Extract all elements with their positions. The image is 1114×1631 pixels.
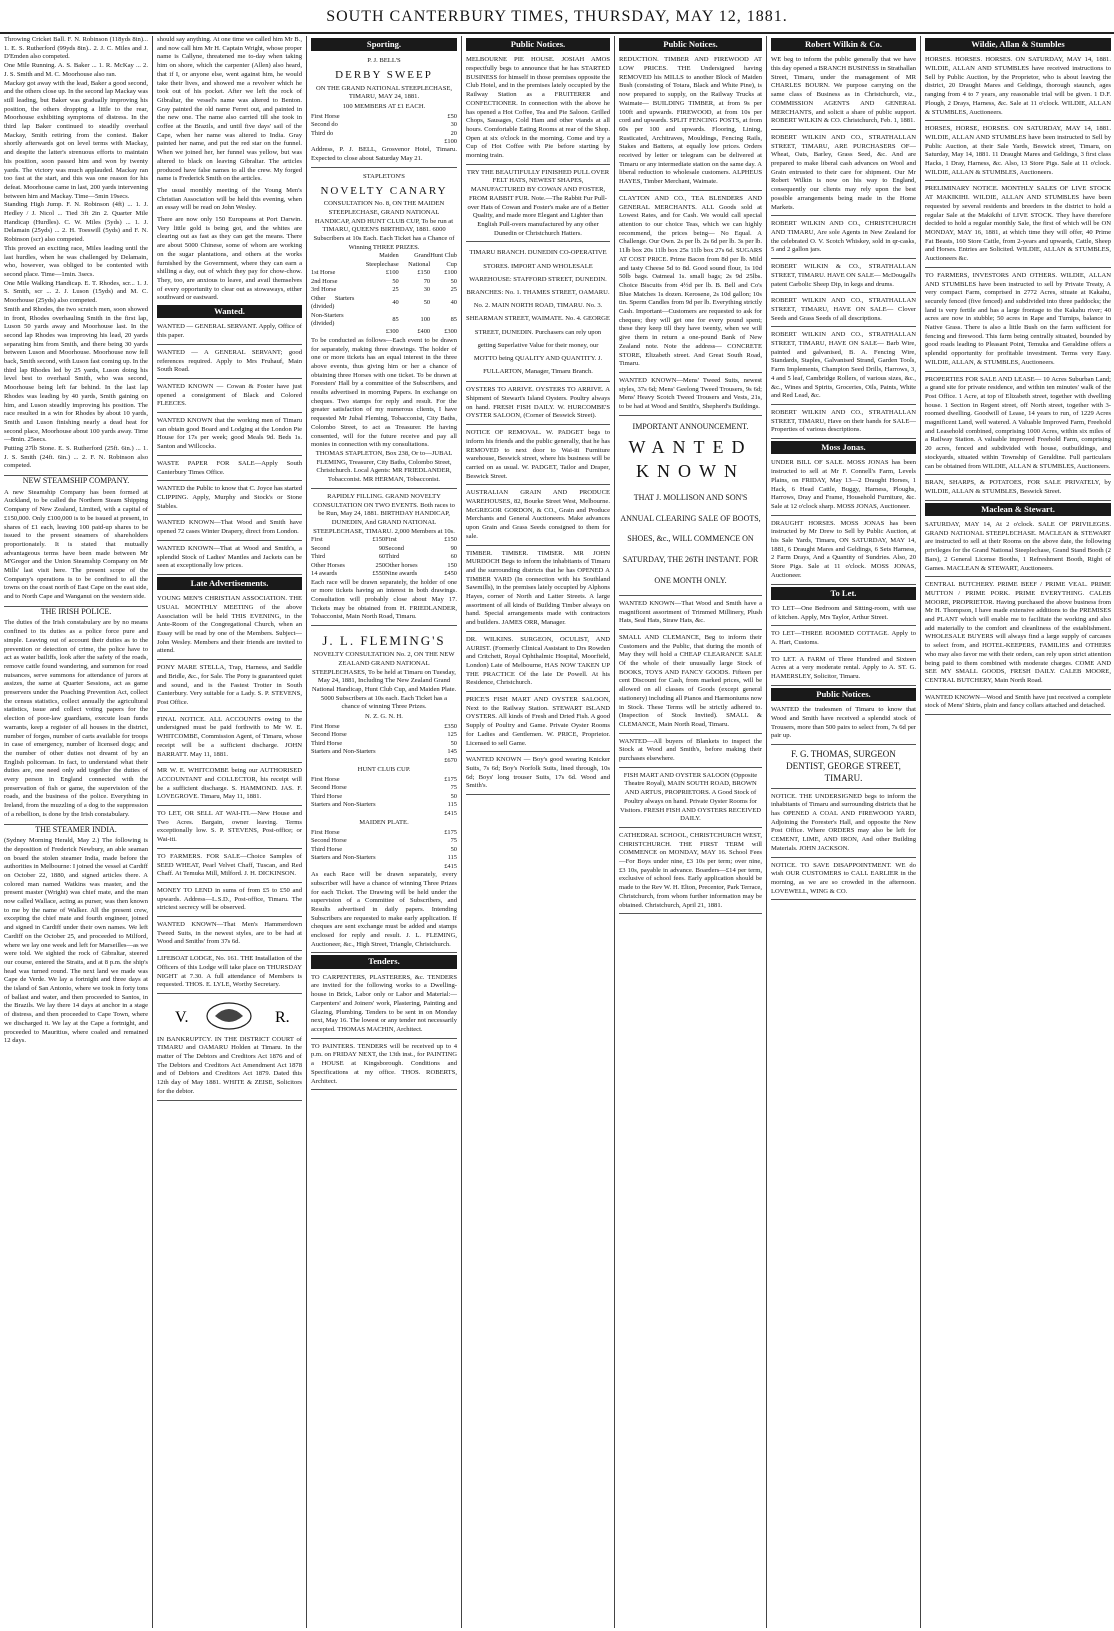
ad-heading: IMPORTANT ANNOUNCEMENT.: [632, 421, 749, 431]
table-cell: 90: [450, 544, 457, 552]
table-cell: Third Horse: [311, 739, 343, 747]
ad-text: THAT J. MOLLISON AND SON'S ANNUAL CLEARING SALE OF BOOTS, SHOES, &c., WILL COMMENCE ON SATURDAY, THE 26TH INSTANT. FOR ONE MONTH ONLY.: [620, 492, 761, 585]
ad-text: Each race will be drawn separately, the holder of one or more tickets having an interest in both drawings. Consultation will probably close about May 17. Tickets may be obtained from H. FRIEDLANDER, Tobacconist, Main North Road, Timaru.: [311, 578, 457, 621]
prize-label: [311, 138, 412, 146]
table-cell: First: [311, 536, 323, 544]
classified-ad: [157, 765, 302, 806]
prize-value: 20: [450, 129, 457, 137]
classified-ad: [157, 808, 302, 849]
article-para: This proved an exciting race, Miles leading until the last hurdles, when he was challenged by Delamain, who, however, was obliged to be contented with second place. Time—1min. 3secs.: [4, 244, 148, 278]
classified-ad: [157, 543, 302, 575]
ad-text: PRICE'S FISH MART AND OYSTER SALOON, Next to the Railway Station. STEWART ISLAND OYSTERS. All kinds of Fresh and Dried Fish. A good Supply of Poultry and Game. Private Oyster Rooms for Ladies and Gentlemen. W. PRICE, Proprietor. Licensed to sell Game.: [466, 696, 610, 747]
column-rule: [306, 36, 307, 1628]
table-cell: 40: [450, 298, 457, 306]
ad-text: WANTED KNOWN—That Men's Hammerdown Tweed Suits, in the newest styles, are to be had at Wood and Smiths' from 37s 6d.: [157, 921, 302, 946]
column-5: [619, 36, 762, 1628]
table-cell: £400: [417, 328, 431, 336]
ad-text: TO LET—THREE ROOMED COTTAGE. Apply to A. Hart, Customs.: [771, 630, 916, 646]
classified-ad: [157, 593, 302, 660]
ad-sponsor: P. J. BELL'S: [367, 57, 401, 65]
table-header: [311, 252, 354, 269]
ad-text: WANTED KNOWN — Cowan & Foster have just opened a consignment of Black and Colored FLEECES.: [157, 382, 302, 408]
table-cell: [311, 863, 433, 871]
rapid-consultation-ad: [311, 491, 457, 626]
table-cell: 50: [450, 845, 457, 853]
ad-sponsor: STAPLETON'S: [363, 172, 405, 180]
table-cell: 85: [450, 315, 457, 323]
classified-ad: [619, 193, 762, 373]
classified-ad: [771, 132, 916, 216]
prize-value: £50: [447, 112, 457, 120]
ad-text: MR W. E. WHITCOMBE being our AUTHORISED ACCOUNTANT and COLLECTOR, his receipt will be a sufficient discharge. S. HAMMOND. JAS. F. LOVEGROVE. Timaru, May 11, 1881.: [157, 767, 302, 801]
table-cell: £175: [444, 828, 457, 836]
table-cell: 75: [450, 837, 457, 845]
article-heading: THE IRISH POLICE.: [4, 606, 148, 618]
table-cell: [311, 757, 433, 765]
ad-text: ROBERT WILKIN AND CO., STRATHALLAN STREET, TIMARU, HAVE ON SALE— Clover Seeds and Grass Seeds of all descriptions.: [771, 297, 916, 322]
table-cell: £350: [444, 722, 457, 730]
column-rule: [920, 36, 921, 1628]
article-para: Standing High Jump. F. N. Robinson (4ft) ... 1. J. Hedley / J. Nicol ... Tied 3ft 2in 2. Quarter Mile Handicap (Hurdles). C. W. Miles (5yds) ... 1. J. Delamain (25yds) ... 2. H. Toeswill (5yds) and F. N. Robinson (scr) also competed.: [4, 201, 148, 244]
table-cell: 25: [450, 286, 457, 294]
classified-ad: [619, 830, 762, 914]
classified-ad: [157, 321, 302, 344]
ad-text: WANTED the tradesmen of Timaru to know that Wood and Smith have received a splendid stock of Trousers, more than 500 pairs to select from, 7s 6d per pair up.: [771, 706, 916, 740]
ad-text: TO LET. A FARM of Three Hundred and Sixteen Acres at a very moderate rental. Apply to A. ST. G. HAMERSLEY, Solicitor, Timaru.: [771, 655, 916, 681]
ad-signature: THOMAS STAPLETON, Box 238, Or to—JUBAL FLEMING, Treasurer, City Baths, Colombo Street, Christchurch. Local Agents: MR FRIEDLANDER, Tobacconist. MR HERMAN, Tobacconist.: [315, 450, 453, 484]
ad-text: MELBOURNE PIE HOUSE. JOSIAH AMOS respectfully begs to announce that he has STARTED BUSINESS for himself in those premises opposite the Club Hotel, and in the premises lately occupied by the Railway Station as a FRUITERER and CONFECTIONER. In connection with the above he has opened a Hot Coffee, Tea and Pie Saloon. Grilled Chops, Sausages, Cold Ham and other viands at all hours. Comfortable Eating Rooms at rear of the Shop. Open at six o'clock in the morning. Come and try a Cup of Hot Coffee with Pie before starting by morning train.: [466, 56, 610, 160]
section-header-wanted: Wanted.: [157, 305, 302, 318]
ad-text: UNDER BILL OF SALE. MOSS JONAS has been instructed to sell at Mr F. Connell's Farm, Levels Plains, on FRIDAY, May 13—2 Draught Horses, 1 Hack, 6 Head Cattle, Buggy, Harness, Ploughs, Harrows, Dray and Frame, Household Furniture, &c. Sale at 12 o'clock sharp. MOSS JONAS, Auctioneer.: [771, 459, 916, 510]
table-cell: 85: [392, 315, 399, 323]
table-cell: 75: [450, 784, 457, 792]
prize-table: [311, 776, 457, 818]
masthead: [0, 8, 1114, 34]
table-cell: Other horses: [385, 561, 418, 569]
column-rule: [152, 36, 153, 1628]
ad-text: CONSULTATION No. 8, ON THE MAIDEN STEEPLECHASE, GRAND NATIONAL HANDICAP, AND HUNT CLUB CUP, To be run at TIMARU, QUEEN'S BIRTHDAY, 1881. 6000 Subscribers at 10s Each. Each Ticket has a Chance of Winning THREE PRIZES.: [313, 200, 455, 251]
prize-label: Second do: [311, 121, 338, 129]
table-cell: 25: [392, 286, 399, 294]
classified-ad: [157, 851, 302, 883]
table-cell: Third Horse: [311, 845, 343, 853]
section-header-public-notices: Public Notices.: [466, 38, 610, 51]
ad-title: J. L. FLEMING'S: [322, 633, 446, 649]
column-3: [311, 36, 457, 1628]
ad-text: CATHEDRAL SCHOOL, CHRISTCHURCH WEST, CHRISTCHURCH. THE FIRST TERM will COMMENCE on MONDAY, MAY 16. School Fees—For Boys under nine, £3 10s per term; over nine, £3 10s, payable in advance. Boarders—£14 per term, exclusive of school fees. Early application should be made to the Rev W. H. Elton, Precentor, Park Terrace, Christchurch, from whom further information may be obtained. Christchurch, April 21, 1881.: [619, 831, 762, 909]
classified-ad: [771, 407, 916, 439]
ad-text: TRY THE BEAUTIFULLY FINISHED PULL OVER FELT HATS, NEWEST SHAPES, MANUFACTURED BY COWAN AND FOSTER, FROM RABBIT FUR. Note.—The Rabbit Fur Pull-over Hats of Cowan and Foster's make are of a Better Quality, and made more Elegant and Lighter than English Pull-overs manufactured by any other Dunedin or Christchurch Hatters.: [466, 168, 610, 237]
classified-ad: [771, 457, 916, 515]
ad-text: TIMBER. TIMBER. TIMBER. MR JOHN MURDOCH Begs to inform the inhabitants of Timaru and the surrounding districts that he has OPENED A TIMBER YARD (In connection with his Southland Sawmills), in the premises lately occupied by Alphons Hayes, corner of North and Latter Streets. A large assortment of all kinds of Building Timber always on hand. Special arrangements made with contractors and builders. JAMES ORR, Manager.: [466, 549, 610, 627]
classified-ad: [619, 736, 762, 768]
table-header: Hunt Club Cup: [430, 252, 457, 268]
section-header-moss-jonas: Moss Jonas.: [771, 441, 916, 454]
prize-label: Third do: [311, 129, 334, 137]
ad-title: WANTED KNOWN: [628, 437, 753, 482]
table-cell: £100: [385, 269, 399, 277]
ad-text: DRAUGHT HORSES. MOSS JONAS has been instructed by Mr Drew to Sell by Public Auction, at his Sale Yards, Timaru, ON SATURDAY, MAY 14, 1881, 6 Draught Mares and Geldings, 6 Sets Harness, 2 Farm Drays, And a Quantity of Sundries. Also, 20 Store Pigs. Sale at 11 o'clock. MOSS JONAS, Auctioneer.: [771, 519, 916, 579]
table-cell: Starters and Non-Starters: [311, 801, 376, 809]
prize-value: £100: [444, 138, 457, 146]
section-header-robert-wilkin: Robert Wilkin & Co.: [771, 38, 916, 51]
column-4: [466, 36, 610, 1628]
article-para: (Sydney Morning Herald, May 2.) The following is the deposition of Frederick Newbury, an able seaman on board the stolen steamer India, made before the authorities in Melbourne: I joined the vessel at Cardiff on October 22, 1880, and signed articles there. A colored man named Watkins was master, and the present master (Wright) was chief mate, and the man now called Wallace, acting as purser, was then known to me by the name of Walker. All the present crew, excepting the chief mate and fourth engineer, joined and signed in Cardiff under their own names. We left Cardiff on the October 25, and proceeded to Milford, where we lay one week and left for Marseilles—as we were told. We sighted the rock of Gibraltar, steered our course, entered the Straits, and at 8 p.m. the ship's head was turned round. The next land we made was Cape de Verde. We lay a fortnight and three days at the island of San Antonio, where we took in forty tons of ballast and water, and then proceeded to Santos, in the Brazils. We lay there 14 days at anchor in a stage of distress, and then proceeded to Cape Town, where we discharged it. We lay at the Cape a fortnight, and proceeded to Mauritius, where coaled and remained 12 days.: [4, 837, 148, 1045]
table-cell: 150: [447, 561, 457, 569]
ad-text: PRELIMINARY NOTICE. MONTHLY SALES OF LIVE STOCK AT MAKIKIHI. WILDIE, ALLAN AND STUMBLES have been requested by several residents and breeders in the district to hold a regular Sale at the Makikihi of LIVE STOCK. They have therefore decided to hold a regular monthly Sale, the first of which will be ON MONDAY, MAY 16, 1881, at which time they will offer, 40 Prime Fat Beasts, 160 Store Cattle, from 2-years and upwards, Cattle, Sheep and Horses. Entries are Solicited. WILDIE, ALLAN & STUMBLES, Auctioneers &c.: [925, 185, 1111, 263]
ad-text: WANTED the Public to know that C. Joyce has started CLIPPING. Apply, Murphy and Stock's or Stone Stables.: [157, 485, 302, 510]
table-cell: Third: [385, 553, 400, 561]
ad-text: WE beg to inform the public generally that we have this day opened a BRANCH BUSINESS in Strathallan Street, Timaru, under the management of MR CHARLES BOURN. We purpose carrying on the same class of Business as in Christchurch, viz., COMMISSION AGENTS AND GENERAL MERCHANTS, and solicit a share of public support. ROBERT WILKIN & CO. Christchurch, Feb. 1, 1881.: [771, 56, 916, 125]
table-cell: £450: [444, 570, 457, 578]
section-header-wildie-allan: Wildie, Allan & Stumbles: [925, 38, 1111, 51]
classified-ad: [466, 244, 610, 382]
ad-text: WANTED KNOWN—That Wood and Smith have opened 72 cases Winter Drapery, direct from London.: [157, 519, 302, 536]
ad-text: PONY MARE STELLA, Trap, Harness, and Saddle and Bridle, &c., for Sale. The Pony is guaranteed quiet and sound, and is the Fastest Trotter in South Canterbury. Very suitable for a Lady. S. P. STEVENS, Post Office.: [157, 664, 302, 706]
table-cell: £415: [444, 862, 457, 870]
table-cell: Second Horse: [311, 784, 347, 792]
classified-ad: [771, 329, 916, 405]
ad-text: HORSES. HORSES. HORSES. ON SATURDAY, MAY 14, 1881. WILDIE, ALLAN AND STUMBLES have received instructions to Sell by Public Auction, by the Proprietor, who is about leaving the district, 20 Draught Mares and Geldings, thorough staunch, ages ranging from 4 to 7 years, any reasonable trial will be given. 1 D.F. Plough, 2 Drays, Harness, &c. Sale at 11 o'clock. WILDIE, ALLAN & STUMBLES, Auctioneers.: [925, 56, 1111, 116]
classified-ad: [466, 167, 610, 243]
table-title: MAIDEN PLATE.: [359, 819, 409, 827]
ad-text: BRAN, SHARPS, & POTATOES, FOR SALE PRIVATELY, by WILDIE, ALLAN & STUMBLES, Beswick Street.: [925, 479, 1111, 495]
prize-table: [311, 829, 457, 871]
table-cell: Third Horse: [311, 792, 343, 800]
ad-text: WANTED KNOWN that the working men of Timaru can obtain good Board and Lodging at the London Pie House for 17s per week; good Meals 9d. Beds 1s. Santon and Willcocks.: [157, 417, 302, 451]
table-cell: Second Horse: [311, 731, 347, 739]
column-6: [771, 36, 916, 1628]
ad-text: ROBERT WILKIN AND CO., STRATHALLAN STREET, TIMARU, ARE PURCHASERS OF— Wheat, Oats, Barley, Grass Seed, &c. And are prepared to make liberal cash advances on Wool and Grain entrusted to their care for shipment. Our Mr Robert Wilkin is now on his way to England, consequently our clients may rely upon the best possible arrangements being made in the Home Markets.: [771, 133, 916, 211]
table-cell: 70: [423, 277, 431, 285]
classified-ad: [157, 483, 302, 515]
ad-text: TO FARMERS. FOR SALE—Choice Samples of SEED WHEAT, Pearl Velvet Chaff, Tuscan, and Red Chaff. At Temuka Mill, Milford. J. H. DICKINSON.: [157, 852, 302, 878]
ad-text: ROBERT WILKIN & CO., STRATHALLAN STREET, TIMARU. HAVE ON SALE— McDougall's patent Carbolic Sheep Dip, in kegs and drums.: [771, 263, 916, 288]
ad-text: IN BANKRUPTCY. IN THE DISTRICT COURT of TIMARU and OAMARU Holden at Timaru. In the matter of The Debtors and Creditors Act 1876 and of The Debtors and Creditors Act Amendment Act 1878 and of Debtors and Creditors Act 1879. Dated this 12th day of May 1881. WHITE & ZEISE, Solicitors for the debtor.: [157, 1035, 302, 1095]
ad-subtitle: 100 MEMBERS AT £1 EACH.: [342, 102, 426, 110]
table-cell: £175: [444, 775, 457, 783]
ad-text: SMALL AND CLEMANCE, Beg to inform their Customers and the Public, that during the month of May they will hold a CHEAP CLEARANCE SALE Of the whole of their unusually large Stock of BOOKS, TOYS AND FANCY GOODS. Fifteen per cent Discount for Cash, from marked prices, will be allowed on all classes of Goods (except general stationery) including all Pianos and Harmoniums now in Stock. These Terms will be strictly adhered to. (Inspection of Stock Invited). SMALL & CLEMANCE, Main North Road, Timaru.: [619, 633, 762, 728]
classified-ad: [157, 953, 302, 994]
classified-ad: [466, 694, 610, 752]
ad-text: NOVELTY CONSULTATION No. 2, ON THE NEW ZEALAND GRAND NATIONAL STEEPLECHASES, To be held at Timaru on Tuesday, May 24, 1881, Including The New Zealand Grand National Handicap, Hunt Club Cup, and Maiden Plate. 5000 Subscribers at 10s each. Each Ticket has a chance of winning Three Prizes.: [311, 651, 457, 711]
table-cell: Other Starters (divided): [311, 294, 355, 311]
ad-text: TO FARMERS, INVESTORS AND OTHERS. WILDIE, ALLAN AND STUMBLES have been instructed to sell by Private Treaty, A very compact Farm, comprised in 2772 Acres, situate at Kakahu, securely fenced (five fenced) and subdivided into three paddocks; the land is very fertile and has a large frontage to the Kakahu river; 40 acres are now in stubble; 50 acres in Rape and Turnips, balance in Native Grass. There is also a little Bush on the farm sufficient for fencing and firewood. This farm being centrally situated, bounded by good roads leading to Pleasant Point, Temuka and Geraldine offers a splendid opportunity for profitable investment. Terms very Easy. WILDIE, ALLAN, & STUMBLES, Auctioneers.: [925, 271, 1111, 366]
ad-text: RAPIDLY FILLING. GRAND NOVELTY CONSULTATION ON TWO EVENTS. Both races to be Run, May 24, 1881. BIRTHDAY HANDICAP, DUNEDIN, And GRAND NATIONAL STEEPLECHASE, TIMARU. 2,000 Members at 10s.: [313, 492, 455, 535]
table-cell: £670: [444, 756, 457, 764]
classified-ad: [157, 662, 302, 712]
table-cell: 115: [447, 801, 457, 809]
classified-ad: [466, 384, 610, 425]
ad-text: As each Race will be drawn separately, every subscriber will have a chance of winning Three Prizes for each Ticket. The Drawing will be held under the supervision of a Committee of Subscribers, and Results advertised in daily papers. Intending Subscribers are requested to make early application. If cheques are sent exchange must be added and stamps enclosed for reply and result. J. L. FLEMING, Auctioneer, &c., High Street, Triangle, Christchurch.: [311, 871, 457, 948]
classified-ad: [619, 598, 762, 630]
table-title: N. Z. G. N. H.: [365, 713, 403, 721]
classified-ad: [771, 654, 916, 686]
ad-text: SATURDAY, MAY 14, At 2 o'clock. SALE OF PRIVILEGES. GRAND NATIONAL STEEPLECHASE. MACLEAN & STEWART are instructed to sell at their Rooms on the above date, the following privileges for the Grand National Steeplechase, Grand Stand Booth (2 Bars), 2 General License Booths, 1 Refreshment Booth, Right of Games. MACLEAN & STEWART, Auctioneers.: [925, 521, 1111, 572]
column-rule: [766, 36, 767, 1628]
table-cell: Starters and Non-Starters: [311, 854, 376, 862]
svg-text:R.: R.: [275, 1008, 290, 1026]
column-rule: [461, 36, 462, 1628]
classified-ad: [925, 477, 1111, 500]
table-cell: Nine awards: [385, 570, 418, 578]
classified-ad: [925, 54, 1111, 121]
table-cell: £150: [372, 536, 386, 544]
table-header: Maiden Steeplechase: [365, 252, 399, 268]
ad-text: HORSES, HORSE, HORSES. ON SATURDAY, MAY 14, 1881. WILDIE, ALLAN AND STUMBLES have been instructed to Sell by Public Auction, at their Sale Yards, Beswick street, Timaru, on Saturday, May 14, 1881. 11 Draught Mares and Geldings, 3 first class Hacks, 1 Dray, Harness, &c. Also, 13 Store Pigs. Sale at 11 o'clock. WILDIE, ALLAN & STUMBLES, Auctioneers.: [925, 125, 1111, 176]
ad-text: NOTICE. TO SAVE DISAPPOINTMENT. WE do wish OUR CUSTOMERS to CALL EARLIER in the morning, as we are so crowded in the afternoon. LOVEWELL, WING & CO.: [771, 861, 916, 895]
classified-ad: [466, 487, 610, 545]
section-header-late-ads: Late Advertisements.: [157, 577, 302, 590]
classified-ad: [925, 692, 1111, 715]
classified-ad: [157, 996, 302, 1101]
table-cell: 30: [423, 286, 431, 294]
table-cell: 1st Horse: [311, 269, 336, 277]
table-cell: 250: [375, 561, 386, 569]
ad-text: REDUCTION. TIMBER AND FIREWOOD AT LOW PRICES. THE Undersigned having REMOVED his MILLS to another Block of Maiden Bush (consisting of Totara, Black and White Pine), is now prepared to supply, on the Railway Trucks at Waimate— BUILDING TIMBER, at from 9s per 100ft and upwards. FIREWOOD, at from 10s per cord and upwards. SPLIT FENCING POSTS, at from 60s per 100 and upwards. Flooring, Lining, Rusticated, Architraves, Mouldings, Fencing Rails, Stakes and Battens, at equally low prices. Orders received by letter or telegram can be delivered at Timaru or any intermediate station on the same day. A liberal reduction to wholesale customers. ALPHEUS HAYES, Timber Merchant, Waimate.: [619, 56, 762, 186]
table-cell: 60: [378, 553, 386, 561]
ad-subtitle: ON THE GRAND NATIONAL STEEPLECHASE, TIMARU, MAY 24, 1881.: [315, 84, 453, 101]
prize-table: [311, 113, 457, 147]
ad-text: WANTED—All buyers of Blankets to inspect the Stock at Wood and Smith's, before making their purchases elsewhere.: [619, 737, 762, 763]
section-header-to-let: To Let.: [771, 587, 916, 600]
table-cell: 145: [447, 748, 457, 756]
ad-text: Address, P. J. BELL, Grosvenor Hotel, Timaru. Expected to close about Saturday May 21.: [311, 146, 457, 163]
column-7: [925, 36, 1111, 1628]
svg-text:V.: V.: [175, 1008, 189, 1026]
column-rule: [614, 36, 615, 1628]
section-header-maclean-stewart: Maclean & Stewart.: [925, 503, 1111, 516]
article-para: Putting 27lb Stone. E. S. Rutherford (25ft. 6in.) ... 1. J. S. Smith (24ft. 6in.) ... 2. F. N. Robinson also competed.: [4, 445, 148, 470]
article-para: One Mile Walking Handicap. E. T. Rhodes, scr... 1. J. S. Smith, scr ... 2. J. Luson (15yds) and M. C. Moorhouse (25yds) also competed.: [4, 279, 148, 305]
ad-text: WASTE PAPER FOR SALE—Apply South Canterbury Times Office.: [157, 459, 302, 476]
classified-ad: [925, 519, 1111, 577]
classified-ad: [157, 458, 302, 481]
article-para: The usual monthly meeting of the Young Men's Christian Association will be held this evening, when an essay will be read on John Wesley.: [157, 186, 302, 212]
table-cell: 2nd Horse: [311, 277, 338, 285]
table-cell: £150: [417, 269, 431, 277]
ad-text: ROBERT WILKIN AND CO., STRATHALLAN STREET, TIMARU, Have on their hands for SALE— Properties of various descriptions.: [771, 408, 916, 434]
article-heading: NEW STEAMSHIP COMPANY.: [4, 475, 148, 487]
classified-ad: [157, 415, 302, 456]
classified-ad: [466, 548, 610, 632]
ad-text: OYSTERS TO ARRIVE. OYSTERS TO ARRIVE. A Shipment of Stewart's Island Oysters. Poultry always on hand. FRESH FISH DAILY. W. HURCOMBE'S OYSTER SALOON, (Corner of Beswick Street).: [466, 386, 610, 420]
table-cell: £150: [444, 536, 457, 544]
classified-ad: [771, 218, 916, 259]
ad-text: WANTED KNOWN—That at Wood and Smith's, a splendid Stock of Ladies' Mantles and Jackets can be seen at exceptionally low prices.: [157, 544, 302, 570]
article-para: There are now only 150 Europeans at Port Darwin. Very little gold is being got, and the whites are clearing out as fast as they can get the means. There are about 5000 Chinese, some of whom are working on the sugar plantations, and others at the works furnished by the Government, where they can earn a shilling a day, out of which they pay for chow-chow. They, too, are anxious to leave, and avail themselves of every opportunity to clear out as stowaways, either southward or eastward.: [157, 216, 302, 302]
column-1: [4, 36, 148, 1628]
ad-text: CLAYTON AND CO., TEA BLENDERS AND GENERAL MERCHANTS. ALL Goods sold at Lowest Rates, and for Cash. We would call special attention to our choice Teas, which we can highly recommend, the prices being— No Equal. A Challenge. Our Own. 2s per lb. 2s 6d per lb. 3s per lb. 11lb box 20s 11lb box 25s 11lb box 27s 6d. SUGARS AT COST PRICE. Prime Bacon from 8d per lb. Mild and tasty Cheese 5d to 8d. Good sound flour, 1s 10d 50lb bags. Oatmeal 1s. small bags; 2s 9d 25lbs. Choice Biscuits from 4½d per lb. B. Bell and Co's Blue Matches 1s dozen. Kerosene, 2s 10d gallon; 10s tin. Sperm Candles from 9d per lb. Everything strictly Cash. Important—Customers are requested to ask for cheques; they will get one for every pound spent; these they keep till they have twenty, when we will give them in return a one-pound Bank of New Zealand note. Note the address— CONCRETE STORE, Elizabeth street. And Great South Road, Timaru.: [619, 194, 762, 368]
table-cell: First: [385, 536, 397, 544]
table-cell: Second: [385, 544, 404, 552]
section-header-sporting: Sporting.: [311, 38, 457, 51]
ad-text: TO LET, OR SELL AT WAI-ITI.—New House and Two Acres. Bargain, owner leaving. Terms exceptionally low. S. P. STEVENS, Post-office; or Wai-iti.: [157, 810, 302, 844]
classified-ad: [771, 628, 916, 651]
table-cell: 50: [450, 739, 457, 747]
classified-ad: [619, 54, 762, 191]
classified-ad: [771, 704, 916, 745]
ad-text: TO PAINTERS. TENDERS will be received up to 4 p.m. on FRIDAY NEXT, the 13th inst., for PAINTING a HOUSE at Kingsborough. Conditions and Specifications at my office. THOS. ROBERTS, Architect.: [311, 1042, 457, 1085]
ad-text: TIMARU BRANCH. DUNEDIN CO-OPERATIVE STORES. IMPORT AND WHOLESALE WAREHOUSE: STAFFORD STREET, DUNEDIN. BRANCHES: No. 1. THAMES STREET, OAMARU. No. 2. MAIN NORTH ROAD, TIMARU. No. 3. SHEARMAN STREET, WAIMATE. No. 4. GEORGE STREET, DUNEDIN. Purchasers can rely upon getting Superlative Value for their money, our MOTTO being QUALITY AND QUANTITY. J. FULLARTON, Manager, Timaru Branch.: [466, 249, 610, 376]
ad-text: ROBERT WILKIN AND CO., CHRISTCHURCH AND TIMARU, Are sole Agents in New Zealand for the celebrated O. V. Scotch Whiskey, sold in qr-casks, 5 and 2 gallon jars.: [771, 220, 916, 254]
classified-ad: [619, 770, 762, 828]
table-cell: 50: [392, 277, 399, 285]
classified-ad: [619, 632, 762, 734]
classified-ad: [771, 295, 916, 327]
ad-text: TO CARPENTERS, PLASTERERS, &c. TENDERS are invited for the following works to a Dwelling-house in Brick, Labor only or Labor and Material:— Carpenters' and Joiners' work, Plastering, Painting and Glazing, Plumbing. Tenders to be sent in on Monday next, May 16. The lowest or any tender not necessarily accepted. THOMAS MACHIN, Architect.: [311, 973, 457, 1033]
masthead-title: SOUTH CANTERBURY TIMES, THURSDAY, MAY 12, 1881.: [326, 8, 788, 25]
classified-ad: [619, 375, 762, 416]
prize-value: 30: [450, 121, 457, 129]
ad-text: DR. WILKINS. SURGEON, OCULIST, AND AURIST. (Formerly Clinical Assistant to Drs Rowden and Critchett, Royal Ophthalmic Hospital, Moorfield, London) Late of Melbourne, HAS NOW TAKEN UP THE PRACTICE Of the late Dr Powell. At his Residence, Christchurch.: [466, 635, 610, 687]
classified-ad: [466, 427, 610, 485]
classified-ad: [466, 54, 610, 164]
ad-text: PROPERTIES FOR SALE AND LEASE— 10 Acres Suburban Land; a grand site for private residence, and within ten minutes' walk of the Post Office. 1 Acre, at top of Elizabeth street, together with dwelling house. 1 Section in Regent street, off North street, together with 3-roomed dwelling. Goodwill of Lease, 14 years to run, of 1229 Acres magnificent Land, well watered. A Valuable Improved Farm, Freehold and Leasehold combined, comprising 1000 Acres, within six miles of a Railway Station. A valuable improved Freehold Farm, comprising 20 acres, fenced and subdivided with house, outbuildings, and stockyards, situated within Township of Geraldine. Full particulars can be obtained from WILDIE, ALLAN & STUMBLES, Auctioneers.: [925, 375, 1111, 470]
classified-ad: [157, 381, 302, 413]
classified-ad: [157, 517, 302, 540]
ad-text: TO LET—One Bedroom and Sitting-room, with use of kitchen. Apply, Mrs Taylor, Arthur Street.: [771, 604, 916, 621]
ad-text: WANTED KNOWN—Wood and Smith have just received a complete stock of Mens' Shirts, plain and fancy collars attached and detached.: [925, 693, 1111, 710]
classified-ad: [925, 579, 1111, 689]
article-para: The duties of the Irish constabulary are by no means confined to its duties as a police force pure and simple. Leaving out of account their duties as to the prevention or detection of crime, the police have to act as water bailiffs, look after the safety of the roads, remove cattle found wandering, and summon for road nuisances, serve summons for attendance of jurors at assizes, the same at Quarter Sessions, act as game preservers under the Poaching Prevention Act, collect the census statistics, collect annually the agricultural statistics, issue and collect voting papers for the election of poor-law guardians, execute loan funds warrants, keep a register of all houses in the district, number of forges, number of carts available for troops in case of emergency, number of licensed dogs; and the number of other duties not dreamt of by an English policeman. In fact, to understand what their duties are, one need only add together the duties of every person in England connected with the preservation of fish or game, the supervision of the roads, and the business of the police. Everything in Ireland, from the muzzling of a dog to the suppression of a rebellion, is done by the Irish constabulary.: [4, 619, 148, 818]
ad-text: ROBERT WILKIN AND CO., STRATHALLAN STREET, TIMARU, HAVE ON SALE— Barb Wire, painted and galvanised, B. A. Fencing Wire, Standards, Staples, Galvanised Strand, Garden Tools, Farm Implements, Champion Seed Drills, Harrows, 3, 4 and 5 leaf, Cambridge Rollers, of various sizes, &c., &c., Wines and Spirits, Groceries, Oils, Paints, White and Red Lead, &c.: [771, 331, 916, 400]
table-cell: 50: [423, 298, 431, 306]
ad-text: FISH MART AND OYSTER SALOON (Opposite Theatre Royal), MAIN SOUTH ROAD, BROWN AND ARTUS, PROPRIETORS. A Good Stock of Poultry always on hand. Private Oyster Rooms for Visitors. FRESH FISH AND OYSTERS RECEIVED DAILY.: [619, 771, 762, 823]
table-cell: Starters and Non-Starters: [311, 748, 376, 756]
table-title: HUNT CLUB CUP.: [357, 766, 411, 774]
article-para: Mackay got away with the lead, Baker a good second, and the others close up. In the second lap Mackay was still leading, but Baker was gradually improving his position, the others dropping a little to the rear, Moorhouse exhibiting symptoms of distress. In the third lap Baker continued to steadily overhaul Mackay, Smith retiring from the contest. Baker shortly afterwards got on level terms with Mackay, and despite the latter's strenuous efforts to maintain his position, soon passed him and won by twenty yards. The victory was much applauded. Mackay ran too fast at the start, and this was one reason for his defeat. Moorhouse came in last, 200 yards intervening between him and Mackay. Time—5min 19secs.: [4, 79, 148, 200]
classified-ad: [771, 791, 916, 858]
ad-text: FINAL NOTICE. ALL ACCOUNTS owing to the undersigned must be paid forthwith to Mr W. E. WHITCOMBE, Commission Agent, of Timaru, whose receipt will be a sufficient discharge. JOHN BARRATT. May 11, 1881.: [157, 715, 302, 758]
classified-ad: [925, 183, 1111, 267]
classified-ad: [925, 270, 1111, 372]
table-cell: Second Horse: [311, 837, 347, 845]
ad-text: WANTED KNOWN—Mens' Tweed Suits, newest styles, 37s 6d; Mens' Geelong Tweed Trousers, 9s 6d; Mens' Heavy Scotch Tweed Trousers and Vests, 21s, to be had at Wood and Smith's, Shepherd's Buildings.: [619, 376, 762, 411]
article-heading: THE STEAMER INDIA.: [4, 824, 148, 836]
ad-title: DERBY SWEEP: [335, 69, 433, 82]
classified-ad: [466, 634, 610, 692]
derby-sweep-ad: [311, 54, 457, 168]
classified-ad: [157, 919, 302, 951]
classified-ad: [771, 747, 916, 789]
classified-ad: [925, 374, 1111, 476]
ad-text: NOTICE. THE UNDERSIGNED begs to inform the inhabitants of Timaru and surrounding districts that he has OPENED A COAL AND FIREWOOD YARD, Adjoining the Forester's Hall, and opposite the New Post Office. Where ORDERS may also be left for CEMENT, LIME, AND IRON, And other Building Materials. JOHN JACKSON.: [771, 792, 916, 852]
fleming-consultation-ad: [311, 628, 457, 953]
section-header-tenders: Tenders.: [311, 955, 457, 968]
prize-label: First Horse: [311, 112, 340, 120]
article-para: A new Steamship Company has been formed at Auckland, to be called the Northern Steam Shipping Company of New Zealand, Limited, with a capital of £150,000. Only £100,000 is to be issued at present, in shares of £1 each, leaving 100 paid-up shares to be issued to the present steamers of shareholders proportionately. It is stated that mutually advantageous terms have been made between Mr M'Gregor and the Union Steamship Company on Mr Mills' last visit here. The present scope of the Company's operations is to be confined to all the towns on the coast north of East Cape on the east side, and to North Cape and Wanganui on the western side.: [4, 488, 148, 601]
column-2: [157, 36, 302, 1628]
prize-table: [311, 536, 457, 578]
canary-consultation-ad: [311, 170, 457, 489]
article-para: Throwing Cricket Ball. F. N. Robinson (118yds 8in)... 1. E. S. Rutherford (99yds 8in).. 2. J. C. Miles and J. D'Emden also competed.: [4, 36, 148, 61]
table-cell: Third: [311, 553, 326, 561]
table-cell: Second: [311, 544, 330, 552]
article-para: One Mile Running. A. S. Baker ... 1. R. McKay ... 2. J. S. Smith and M. C. Moorhouse also ran.: [4, 62, 148, 78]
ad-text: LIFEBOAT LODGE, No. 161. THE Installation of the Officers of this Lodge will take place on THURSDAY NIGHT at 7.30. A full attendance of Members is requested. THOS. E. LYLE, Worthy Secretary.: [157, 955, 302, 989]
table-header: Grand National: [408, 252, 431, 268]
mollison-announcement: [619, 418, 762, 596]
classified-ad: [157, 347, 302, 379]
classified-ad: [925, 123, 1111, 181]
tender-ad: [311, 972, 457, 1039]
ad-text: NOTICE OF REMOVAL. W. PADGET begs to inform his friends and the public generally, that he has REMOVED to next door to Wai-iti Furniture warehouse, Beswick street, where his business will be carried on as usual. W. PADGET, Tailor and Draper, Beswick Street.: [466, 429, 610, 480]
ad-text: WANTED KNOWN—That Wood and Smith have a magnificent assortment of Trimmed Millinery, Plush Hats, Seal Hats, Straw Hats, &c.: [619, 599, 762, 625]
article-para: Smith and Rhodes, the two scratch men, soon showed in front, Rhodes overhauling Smith in the first lap, Luson 50 yards away and Moorhouse last. In the second lap Rhodes was improving his lead, 20 yards separating him from Smith, and there being 30 yards between Luson and Moorhouse. Moorhouse now fell back, Smith second, with Luson fast coming up. In the third lap Rhodes led by 25 yards, Luson doing his level best to overhaul Smith, who was second, Moorhouse being left far behind. In the last lap Rhodes was leading by 40 yards, Smith gaining on him, and Luson steadily improving his position. The race resulted in a win for Rhodes by about 10 yards, Smith and Luson finishing nearly a dead heat for second place, Moorhouse about 100 yards away. Time—8min. 25secs.: [4, 305, 148, 444]
prize-table: [311, 252, 457, 337]
prize-table: [311, 723, 457, 765]
table-cell: [311, 810, 433, 818]
ad-text: F. G. THOMAS, SURGEON DENTIST, GEORGE STREET, TIMARU.: [786, 748, 901, 783]
table-cell: [311, 328, 354, 336]
table-cell: 60: [450, 553, 457, 561]
article-para: should say anything. At one time we called him Mr B., and now call him Mr H. Captain Wright, whose proper name is Callyne, threatened me to-day when taking him on shore, which the carpenter (Allen) also heard, that if I, or anyone else, went against him, he would take their lives, and showed me a revolver which he took out of his pocket. After we left the rock of Gibraltar, the vessel's name was altered to Benton. Gray painted the old name Ferret out, and painted in the new one. The name also carried till she took in coffee at the Brazils, and until five days' sail of the Cape, when her name was altered to India. Gray painted her name, and put the red star on the funnel. When we joined her, her funnel was yellow, but was altered to black on leaving Gibraltar. The articles produced have false names to all the crew. My forged name is Frederick Smith on the articles.: [157, 36, 302, 183]
ad-title: NOVELTY CANARY: [320, 184, 448, 197]
table-cell: 40: [392, 298, 399, 306]
table-cell: 100: [420, 315, 431, 323]
table-cell: 50: [450, 792, 457, 800]
classified-ad: [157, 885, 302, 917]
ad-text: MONEY TO LEND in sums of from £5 to £50 and upwards. Address—L.S.D., Post-office, Timaru. The strictest secrecy will be observed.: [157, 886, 302, 912]
royal-arms-emblem: [157, 998, 302, 1032]
ad-text: AUSTRALIAN GRAIN AND PRODUCE WAREHOUSES, 82, Bourke Street West, Melbourne. McGREGOR GORDON, & CO., Grain and Produce Merchants and General Auctioneers. Make advances upon Grain and Grass Seeds consigned to them for sale.: [466, 489, 610, 540]
table-cell: First Horse: [311, 828, 340, 836]
table-cell: Other Horses: [311, 561, 345, 569]
table-cell: 125: [447, 731, 457, 739]
table-cell: £100: [444, 269, 457, 277]
ad-text: YOUNG MEN'S CHRISTIAN ASSOCIATION. THE USUAL MONTHLY MEETING of the above Association will be held THIS EVENING, in the Ante-Room of the Congregational Church, when an Essay will be read by one of the Members. Subject—John Wesley. Members and their friends are invited to attend.: [157, 595, 302, 655]
table-cell: £550: [372, 570, 386, 578]
classified-ad: [771, 603, 916, 626]
table-cell: Non-Starters (divided): [311, 311, 344, 327]
ad-text: WANTED — GENERAL SERVANT. Apply, Office of this paper.: [157, 323, 302, 340]
table-cell: First Horse: [311, 775, 340, 783]
classified-ad: [771, 261, 916, 293]
table-cell: £415: [444, 809, 457, 817]
table-cell: 14 awards: [311, 570, 338, 578]
classified-ad: [771, 518, 916, 585]
table-cell: First Horse: [311, 722, 340, 730]
classified-ad: [771, 54, 916, 130]
table-cell: 115: [447, 854, 457, 862]
classified-ad: [771, 860, 916, 901]
table-cell: 90: [378, 544, 386, 552]
ad-text: CENTRAL BUTCHERY. PRIME BEEF / PRIME VEAL. PRIME MUTTON / PRIME PORK. PRIME EVERYTHING. CALEB MOORE, PROPRIETOR. Having purchased the above business from Mr H. Thompson, I have made extensive additions to the PREMISES and PLANT which will enable me to facilitate the working and also add materially to the comfort and cleanliness of the establishment. WHOLESALE BUYERS will always find a large supply of carcases to select from, and HOTEL-KEEPERS, FAMILIES and OTHERS who may also favor me with their orders, can rely upon strict attention being paid to them combined with moderate charges. COME AND SEE MY SMALL GOODS, FRESH DAILY. CALEB MOORE, CENTRAL BUTCHERY, Main North Road.: [925, 581, 1111, 684]
tender-ad: [311, 1041, 457, 1091]
section-header-public-notices: Public Notices.: [771, 688, 916, 701]
table-cell: 3rd Horse: [311, 286, 337, 294]
table-cell: 50: [450, 277, 457, 285]
section-header-public-notices: Public Notices.: [619, 38, 762, 51]
classified-ad: [466, 754, 610, 795]
table-cell: £300: [444, 328, 457, 336]
ad-text: To be conducted as follows—Each event to be drawn for separately, making three drawings. The holder of one or more tickets has an equal interest in the three above events, thus giving him or her a chance of obtaining three Horses with one ticket. To be drawn at Foresters' Hall by a committee of the Subscribers, and results advertised in morning Papers. In exchange on cheques. Two stamps for reply and result. For the greater satisfaction of my numerous clients, I have requested Mr Jubal Fleming, Tobacconist, City Baths, Colombo Street, to act as Treasurer. He having consented, will for the future receive and pay all monies in connection with my consultations.: [311, 336, 457, 449]
classified-ad: [157, 714, 302, 764]
ad-text: WANTED KNOWN — Boy's good wearing Knicker Suits, 7s 6d; Boy's Norfolk Suits, lined through, 10s 6d; Boys' long trouser Suits, 17s 6d. Wood and Smith's.: [466, 756, 610, 790]
table-cell: £300: [385, 328, 399, 336]
ad-text: WANTED — A GENERAL SERVANT; good references required. Apply to Mrs Fruhauf, Main South Road.: [157, 348, 302, 374]
